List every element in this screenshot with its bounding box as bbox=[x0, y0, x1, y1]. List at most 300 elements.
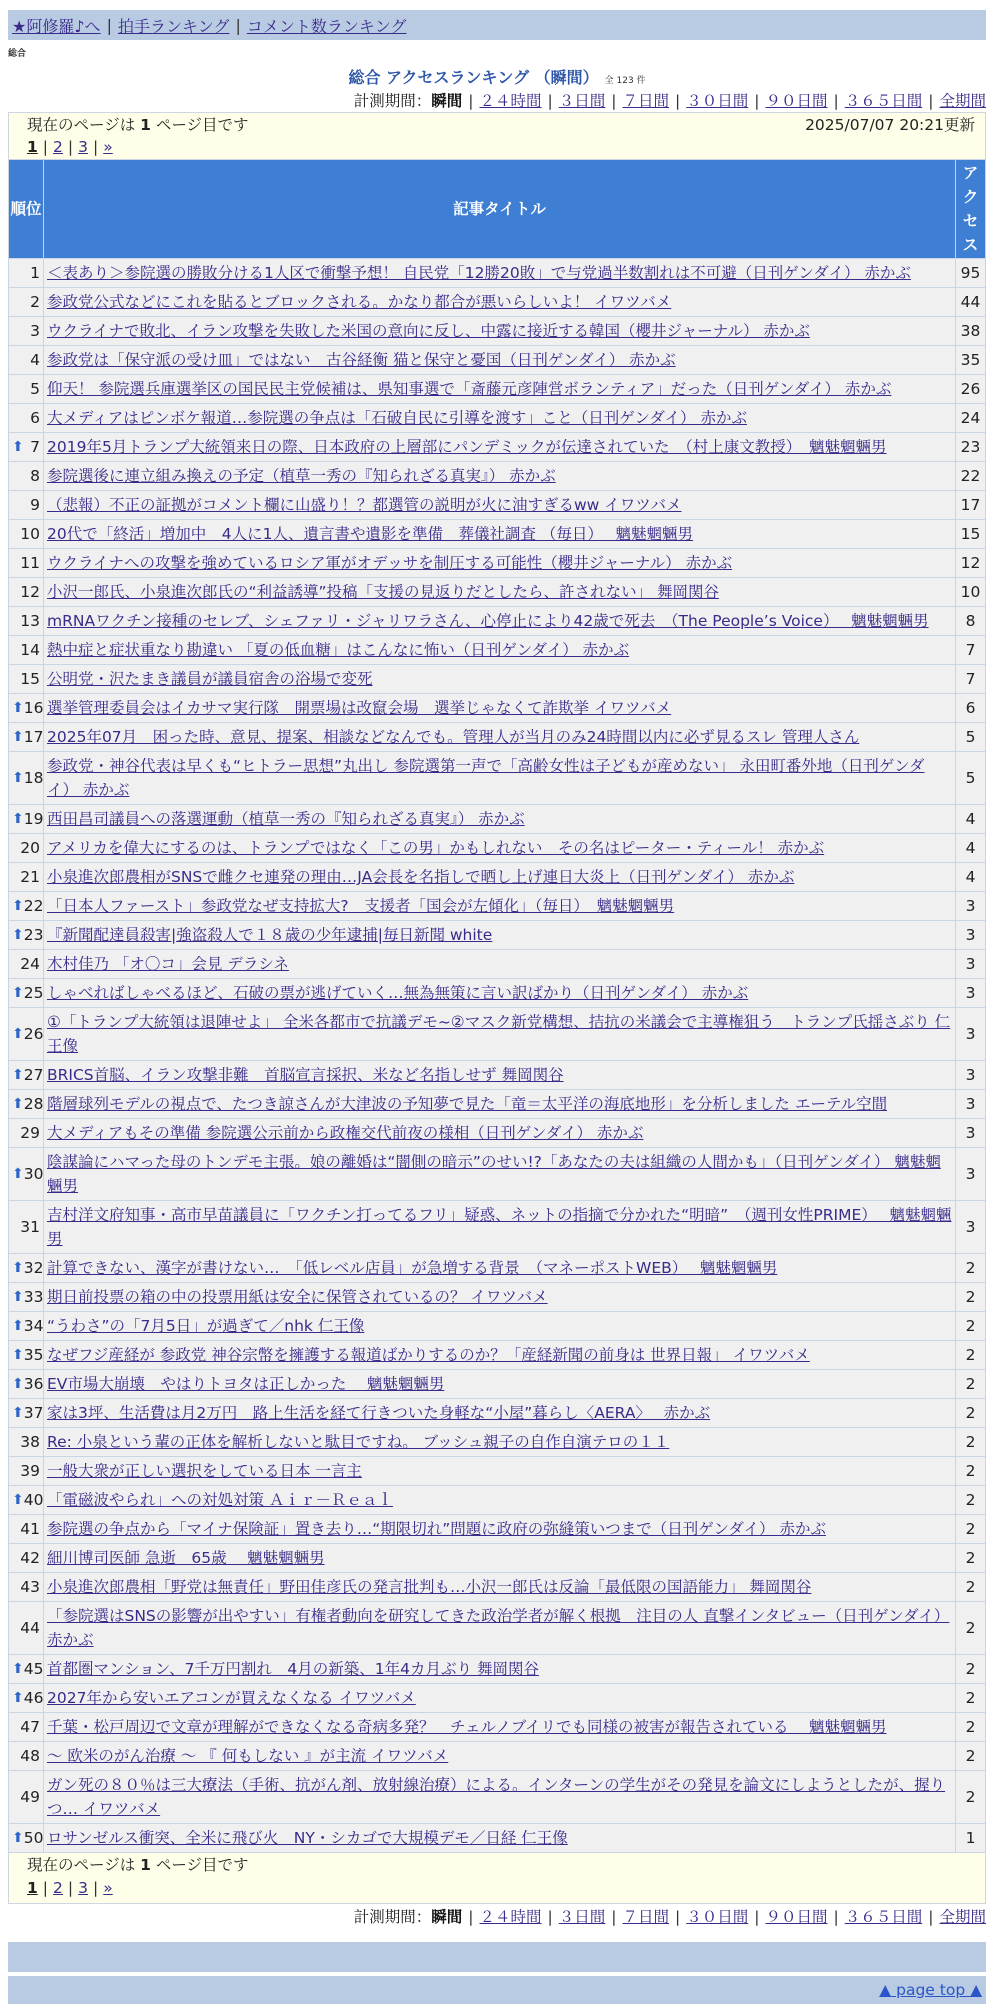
period-separator: | bbox=[547, 92, 553, 110]
breadcrumb: 総合 bbox=[8, 49, 27, 59]
rank-number: 22 bbox=[23, 897, 44, 915]
rank-number: 37 bbox=[23, 1404, 44, 1422]
rank-number: 13 bbox=[20, 612, 40, 630]
period-selector-bottom bbox=[8, 1906, 986, 1928]
rank-number: 43 bbox=[20, 1578, 40, 1596]
access-count: 4 bbox=[956, 834, 986, 863]
rank-number: 7 bbox=[30, 438, 40, 456]
title-cell bbox=[44, 1742, 956, 1771]
table-row bbox=[9, 346, 986, 375]
title-cell bbox=[44, 1486, 956, 1515]
rank-cell bbox=[9, 1008, 44, 1061]
period-link[interactable]: ３０日間 bbox=[686, 92, 749, 110]
total-count: 全 123 件 bbox=[604, 76, 646, 86]
rank-number: 38 bbox=[20, 1433, 40, 1451]
table-row bbox=[9, 1602, 986, 1655]
table-row bbox=[9, 834, 986, 863]
table-row bbox=[9, 1544, 986, 1573]
table-row bbox=[9, 1399, 986, 1428]
period-label: 計測期間： bbox=[353, 92, 432, 110]
rank-number: 40 bbox=[23, 1491, 44, 1509]
access-count: 2 bbox=[956, 1486, 986, 1515]
period-separator: | bbox=[928, 1908, 934, 1926]
table-row bbox=[9, 1370, 986, 1399]
access-count: 4 bbox=[956, 863, 986, 892]
rank-cell bbox=[9, 1655, 44, 1684]
access-count: 2 bbox=[956, 1312, 986, 1341]
rank-cell bbox=[9, 1486, 44, 1515]
rank-up-icon: ⬆ bbox=[12, 1096, 24, 1112]
access-count: 2 bbox=[956, 1655, 986, 1684]
article-link[interactable]: ～ 欧米のがん治療 ～ 『 何もしない 』が主流 イワツバメ bbox=[47, 1747, 449, 1765]
rank-cell bbox=[9, 1119, 44, 1148]
title-cell bbox=[44, 462, 956, 491]
rank-number: 39 bbox=[20, 1462, 40, 1480]
period-link[interactable]: 全期間 bbox=[939, 92, 986, 110]
article-link[interactable]: 西田昌司議員への落選運動（植草一秀の『知られざる真実』） 赤かぶ bbox=[47, 810, 525, 828]
access-count: 2 bbox=[956, 1370, 986, 1399]
article-link[interactable]: ＜表あり＞参院選の勝敗分ける1人区で衝撃予想！ 自民党「12勝20敗」で与党過半数割れは不可避（日刊ゲンダイ） 赤かぶ bbox=[47, 264, 911, 282]
title-cell bbox=[44, 1090, 956, 1119]
rank-cell bbox=[9, 578, 44, 607]
article-link[interactable]: ロサンゼルス衝突、全米に飛び火 NY・シカゴで大規模デモ／日経 仁王像 bbox=[47, 1829, 568, 1847]
title-cell bbox=[44, 1283, 956, 1312]
article-link[interactable]: 千葉・松戸周辺で文章が理解ができなくなる奇病多発？ チェルノブイリでも同様の被害が報告されている 魑魅魍魎男 bbox=[47, 1718, 887, 1736]
article-link[interactable]: 『新聞配達員殺害|強盗殺人で１８歳の少年逮捕|毎日新聞 white bbox=[47, 926, 493, 944]
access-count: 15 bbox=[956, 520, 986, 549]
page-current: 1 bbox=[27, 1879, 38, 1897]
rank-up-icon: ⬆ bbox=[12, 1830, 24, 1846]
table-row bbox=[9, 288, 986, 317]
page-next-link[interactable]: » bbox=[103, 1879, 113, 1897]
article-link[interactable]: 小泉進次郎農相がSNSで雌クセ連発の理由…JA会長を名指しで晒し上げ連日大炎上（日刊ゲンダイ） 赤かぶ bbox=[47, 868, 795, 886]
period-current: 瞬間 bbox=[431, 92, 463, 110]
pagination-top bbox=[27, 137, 975, 159]
rank-number: 17 bbox=[23, 728, 44, 746]
article-link[interactable]: Re: 小泉という輩の正体を解析しないと駄目ですね。 ブッシュ親子の自作自演テロの１１ bbox=[47, 1433, 670, 1451]
title-cell bbox=[44, 491, 956, 520]
rank-cell bbox=[9, 1713, 44, 1742]
rank-up-icon: ⬆ bbox=[12, 927, 24, 943]
article-link[interactable]: 吉村洋文府知事・高市早苗議員に「ワクチン打ってるフリ」疑惑、ネットの指摘で分かれた“明暗” （週刊女性PRIME） 魑魅魍魎男 bbox=[47, 1206, 952, 1248]
access-count: 4 bbox=[956, 805, 986, 834]
article-link[interactable]: 参政党公式などにこれを貼るとブロックされる。かなり都合が悪いらしいよ！ イワツバメ bbox=[47, 293, 672, 311]
article-link[interactable]: 「電磁波やられ」への対処対策 Ａｉｒ－Ｒｅａｌ bbox=[47, 1491, 393, 1509]
rank-cell bbox=[9, 491, 44, 520]
rank-number: 46 bbox=[23, 1689, 44, 1707]
table-row bbox=[9, 752, 986, 805]
rank-cell bbox=[9, 979, 44, 1008]
rank-cell bbox=[9, 1061, 44, 1090]
title-cell bbox=[44, 1312, 956, 1341]
article-link[interactable]: 参政党・神谷代表は早くも“ヒトラー思想”丸出し 参院選第一声で「高齢女性は子どもが産めない」 永田町番外地（日刊ゲンダイ） 赤かぶ bbox=[47, 757, 925, 799]
period-separator: | bbox=[754, 1908, 760, 1926]
access-count: 10 bbox=[956, 578, 986, 607]
page-top-bar bbox=[8, 1976, 986, 2004]
table-row bbox=[9, 1008, 986, 1061]
access-count: 2 bbox=[956, 1283, 986, 1312]
page-link[interactable]: 2 bbox=[53, 1879, 63, 1897]
rank-cell bbox=[9, 921, 44, 950]
access-count: 3 bbox=[956, 1148, 986, 1201]
rank-number: 30 bbox=[23, 1165, 44, 1183]
rank-cell bbox=[9, 549, 44, 578]
rank-number: 26 bbox=[23, 1025, 44, 1043]
table-row bbox=[9, 520, 986, 549]
rank-up-icon: ⬆ bbox=[12, 1026, 24, 1042]
nav-separator: | bbox=[235, 15, 241, 35]
title-cell bbox=[44, 578, 956, 607]
access-count: 2 bbox=[956, 1457, 986, 1486]
access-count: 2 bbox=[956, 1684, 986, 1713]
period-label: 計測期間： bbox=[353, 1908, 432, 1926]
rank-cell bbox=[9, 462, 44, 491]
current-page-text: 現在のページは 1 ページ目です bbox=[27, 116, 249, 134]
period-separator: | bbox=[468, 92, 474, 110]
rank-cell bbox=[9, 752, 44, 805]
page-link[interactable]: 3 bbox=[78, 138, 89, 156]
table-row bbox=[9, 1283, 986, 1312]
article-link[interactable]: ①「トランプ大統領は退陣せよ」 全米各都市で抗議デモ~②マスク新党構想、拮抗の米議会で主導権狙う トランプ氏揺さぶり 仁王像 bbox=[47, 1013, 951, 1055]
rank-cell bbox=[9, 805, 44, 834]
access-count: 3 bbox=[956, 979, 986, 1008]
rank-cell bbox=[9, 1312, 44, 1341]
nav-separator: | bbox=[106, 15, 112, 35]
article-link[interactable]: 首都圏マンション、7千万円割れ 4月の新築、1年4カ月ぶり 舞岡関谷 bbox=[47, 1660, 539, 1678]
rank-number: 35 bbox=[23, 1346, 44, 1364]
rank-cell bbox=[9, 1457, 44, 1486]
access-count: 7 bbox=[956, 636, 986, 665]
access-count: 3 bbox=[956, 1008, 986, 1061]
article-link[interactable]: 細川博司医師 急逝 65歳 魑魅魍魎男 bbox=[47, 1549, 325, 1567]
title-cell bbox=[44, 694, 956, 723]
access-count: 23 bbox=[956, 433, 986, 462]
col-count: アクセス bbox=[956, 160, 986, 259]
access-count: 35 bbox=[956, 346, 986, 375]
ranking-table bbox=[8, 159, 986, 1853]
link-comment-ranking[interactable]: コメント数ランキング bbox=[246, 16, 407, 36]
access-count: 22 bbox=[956, 462, 986, 491]
table-row bbox=[9, 1312, 986, 1341]
article-link[interactable]: 2027年から安いエアコンが買えなくなる イワツバメ bbox=[47, 1689, 416, 1707]
period-separator: | bbox=[675, 1908, 681, 1926]
access-count: 3 bbox=[956, 1061, 986, 1090]
rank-cell bbox=[9, 1573, 44, 1602]
current-page-text-bottom: 現在のページは 1 ページ目です bbox=[27, 1856, 249, 1874]
rank-number: 3 bbox=[30, 322, 40, 340]
article-link[interactable]: 「参院選はSNSの影響が出やすい」有権者動向を研究してきた政治学者が解く根拠 注目の人 直撃インタビュー（日刊ゲンダイ） 赤かぶ bbox=[47, 1607, 950, 1649]
period-link[interactable]: ３６５日間 bbox=[844, 92, 923, 110]
title-cell bbox=[44, 752, 956, 805]
article-link[interactable]: 小泉進次郎農相「野党は無責任」野田佳彦氏の発言批判も…小沢一郎氏は反論「最低限の国語能力」 舞岡関谷 bbox=[47, 1578, 812, 1596]
rank-cell bbox=[9, 1370, 44, 1399]
table-row bbox=[9, 259, 986, 288]
page-info-top bbox=[8, 112, 986, 159]
rank-up-icon: ⬆ bbox=[12, 1690, 24, 1706]
article-link[interactable]: なぜフジ産経が 参政党 神谷宗幣を擁護する報道ばかりするのか？「産経新聞の前身は 世界日報」 イワツバメ bbox=[47, 1346, 810, 1364]
access-count: 7 bbox=[956, 665, 986, 694]
period-link[interactable]: ３日間 bbox=[558, 1908, 606, 1926]
page-top-link[interactable]: ▲ page top ▲ bbox=[879, 1981, 982, 1999]
period-separator: | bbox=[833, 1908, 839, 1926]
title-cell bbox=[44, 1771, 956, 1824]
rank-number: 16 bbox=[23, 699, 44, 717]
title-cell bbox=[44, 288, 956, 317]
period-link[interactable]: ３６５日間 bbox=[844, 1908, 923, 1926]
article-link[interactable]: 大メディアもその準備 参院選公示前から政権交代前夜の様相（日刊ゲンダイ） 赤かぶ bbox=[47, 1124, 644, 1142]
title-cell bbox=[44, 346, 956, 375]
rank-up-icon: ⬆ bbox=[12, 1376, 24, 1392]
article-link[interactable]: （悲報）不正の証拠がコメント欄に山盛り！？都選管の説明が火に油すぎるww イワツバメ bbox=[47, 496, 682, 514]
table-row bbox=[9, 694, 986, 723]
period-link[interactable]: ７日間 bbox=[622, 92, 669, 110]
article-link[interactable]: 「日本人ファースト」参政党なぜ支持拡大? 支援者「国会が左傾化」（毎日） 魑魅魍魎男 bbox=[47, 897, 675, 915]
article-link[interactable]: 公明党・沢たまき議員が議員宿舎の浴場で変死 bbox=[47, 670, 373, 688]
rank-up-icon: ⬆ bbox=[12, 811, 24, 827]
rank-number: 42 bbox=[20, 1549, 40, 1567]
period-separator: | bbox=[833, 92, 839, 110]
rank-up-icon: ⬆ bbox=[12, 1067, 24, 1083]
access-count: 2 bbox=[956, 1399, 986, 1428]
table-row bbox=[9, 1713, 986, 1742]
period-link[interactable]: ７日間 bbox=[622, 1908, 669, 1926]
rank-number: 20 bbox=[20, 839, 40, 857]
rank-cell bbox=[9, 1283, 44, 1312]
access-count: 2 bbox=[956, 1428, 986, 1457]
page-link[interactable]: 3 bbox=[78, 1879, 89, 1897]
article-link[interactable]: ウクライナへの攻撃を強めているロシア軍がオデッサを制圧する可能性（櫻井ジャーナル） 赤かぶ bbox=[47, 554, 733, 572]
period-link[interactable]: 全期間 bbox=[939, 1908, 986, 1926]
table-row bbox=[9, 1148, 986, 1201]
col-rank: 順位 bbox=[9, 160, 44, 259]
article-link[interactable]: 大メディアはピンボケ報道…参院選の争点は「石破自民に引導を渡す」こと（日刊ゲンダイ） 赤かぶ bbox=[47, 409, 747, 427]
table-row bbox=[9, 1771, 986, 1824]
rank-cell bbox=[9, 259, 44, 288]
article-link[interactable]: BRICS首脳、イラン攻撃非難 首脳宣言採択、米など名指しせず 舞岡関谷 bbox=[47, 1066, 564, 1084]
rank-cell bbox=[9, 1602, 44, 1655]
page-title bbox=[0, 65, 994, 88]
table-row bbox=[9, 979, 986, 1008]
rank-cell bbox=[9, 346, 44, 375]
rank-cell bbox=[9, 1201, 44, 1254]
article-link[interactable]: 参院選後に連立組み換えの予定（植草一秀の『知られざる真実』） 赤かぶ bbox=[47, 467, 556, 485]
title-cell bbox=[44, 1008, 956, 1061]
rank-number: 41 bbox=[20, 1520, 40, 1538]
rank-number: 28 bbox=[23, 1095, 44, 1113]
rank-up-icon: ⬆ bbox=[12, 729, 24, 745]
rank-up-icon: ⬆ bbox=[12, 1347, 24, 1363]
rank-cell bbox=[9, 723, 44, 752]
rank-cell bbox=[9, 1771, 44, 1824]
table-row bbox=[9, 549, 986, 578]
article-link[interactable]: “うわさ”の「7月5日」が過ぎて／nhk 仁王像 bbox=[47, 1317, 365, 1335]
article-link[interactable]: ガン死の８０％は三大療法（手術、抗がん剤、放射線治療）による。インターンの学生がその発見を論文にしようとしたが、握りつ… イワツバメ bbox=[47, 1776, 946, 1818]
rank-number: 18 bbox=[23, 769, 44, 787]
rank-number: 31 bbox=[20, 1218, 40, 1236]
access-count: 1 bbox=[956, 1824, 986, 1853]
table-row bbox=[9, 1090, 986, 1119]
table-row bbox=[9, 491, 986, 520]
link-ashura-home[interactable]: ★阿修羅♪へ bbox=[12, 16, 101, 36]
access-count: 2 bbox=[956, 1771, 986, 1824]
rank-up-icon: ⬆ bbox=[12, 770, 24, 786]
article-link[interactable]: 選挙管理委員会はイカサマ実行隊 開票場は改竄会場 選挙じゃなくて詐欺挙 イワツバメ bbox=[47, 699, 672, 717]
rank-cell bbox=[9, 1684, 44, 1713]
table-row bbox=[9, 462, 986, 491]
rank-number: 29 bbox=[20, 1124, 40, 1142]
title-cell bbox=[44, 259, 956, 288]
access-count: 17 bbox=[956, 491, 986, 520]
access-count: 24 bbox=[956, 404, 986, 433]
rank-cell bbox=[9, 1254, 44, 1283]
article-link[interactable]: 計算できない、漢字が書けない… 「低レベル店員」が急増する背景 （マネーポストWEB） 魑魅魍魎男 bbox=[47, 1259, 778, 1277]
table-row bbox=[9, 1428, 986, 1457]
period-link[interactable]: ３０日間 bbox=[686, 1908, 749, 1926]
rank-cell bbox=[9, 607, 44, 636]
title-cell bbox=[44, 834, 956, 863]
period-link[interactable]: ９０日間 bbox=[765, 92, 828, 110]
col-title: 記事タイトル bbox=[44, 160, 956, 259]
title-cell bbox=[44, 1573, 956, 1602]
article-link[interactable]: しゃべればしゃべるほど、石破の票が逃げていく…無為無策に言い訳ばかり（日刊ゲンダイ） 赤かぶ bbox=[47, 984, 749, 1002]
rank-up-icon: ⬆ bbox=[12, 1166, 24, 1182]
access-count: 3 bbox=[956, 950, 986, 979]
title-cell bbox=[44, 723, 956, 752]
rank-number: 50 bbox=[23, 1829, 44, 1847]
rank-number: 25 bbox=[23, 984, 44, 1002]
page-separator: | bbox=[93, 138, 99, 156]
period-separator: | bbox=[928, 92, 934, 110]
rank-cell bbox=[9, 694, 44, 723]
access-count: 5 bbox=[956, 723, 986, 752]
title-cell bbox=[44, 1824, 956, 1853]
rank-number: 5 bbox=[30, 380, 40, 398]
table-row bbox=[9, 1742, 986, 1771]
rank-cell bbox=[9, 375, 44, 404]
rank-number: 32 bbox=[23, 1259, 44, 1277]
table-row bbox=[9, 1486, 986, 1515]
title-cell bbox=[44, 1457, 956, 1486]
title-cell bbox=[44, 1713, 956, 1742]
access-count: 2 bbox=[956, 1602, 986, 1655]
article-link[interactable]: 一般大衆が正しい選択をしている日本 一言主 bbox=[47, 1462, 362, 1480]
title-cell bbox=[44, 607, 956, 636]
table-row bbox=[9, 1573, 986, 1602]
article-link[interactable]: 仰天！ 参院選兵庫選挙区の国民民主党候補は、県知事選で「斎藤元彦陣営ボランティア」だった（日刊ゲンダイ） 赤かぶ bbox=[47, 380, 892, 398]
rank-cell bbox=[9, 1399, 44, 1428]
rank-cell bbox=[9, 1090, 44, 1119]
table-row bbox=[9, 1824, 986, 1853]
table-row bbox=[9, 317, 986, 346]
updated-timestamp: 2025/07/07 20:21更新 bbox=[805, 116, 975, 134]
period-separator: | bbox=[468, 1908, 474, 1926]
rank-number: 24 bbox=[20, 955, 40, 973]
footer-bar bbox=[8, 1942, 986, 1972]
article-link[interactable]: 小沢一郎氏、小泉進次郎氏の“利益誘導”投稿「支援の見返りだとしたら、許されない」 舞岡関谷 bbox=[47, 583, 719, 601]
rank-number: 12 bbox=[20, 583, 40, 601]
title-cell bbox=[44, 1544, 956, 1573]
rank-cell bbox=[9, 1148, 44, 1201]
period-link[interactable]: ２４時間 bbox=[479, 92, 542, 110]
title-cell bbox=[44, 636, 956, 665]
article-link[interactable]: アメリカを偉大にするのは、トランプではなく「この男」かもしれない その名はピーター・ティール！ 赤かぶ bbox=[47, 839, 825, 857]
rank-cell bbox=[9, 1824, 44, 1853]
article-link[interactable]: 参政党は「保守派の受け皿」ではない 古谷経衡 猫と保守と憂国（日刊ゲンダイ） 赤かぶ bbox=[47, 351, 676, 369]
rank-cell bbox=[9, 404, 44, 433]
access-count: 5 bbox=[956, 752, 986, 805]
rank-up-icon: ⬆ bbox=[12, 1289, 24, 1305]
access-count: 8 bbox=[956, 607, 986, 636]
rank-number: 6 bbox=[30, 409, 40, 427]
article-link[interactable]: 期日前投票の箱の中の投票用紙は安全に保管されているの？ イワツバメ bbox=[47, 1288, 548, 1306]
page-link[interactable]: 2 bbox=[53, 138, 63, 156]
table-row bbox=[9, 1515, 986, 1544]
page-separator: | bbox=[67, 1879, 74, 1897]
article-link[interactable]: 家は3坪、生活費は月2万円 路上生活を経て行きついた身軽な“小屋”暮らし〈AERA〉 赤かぶ bbox=[47, 1404, 711, 1422]
table-row bbox=[9, 805, 986, 834]
rank-number: 19 bbox=[23, 810, 44, 828]
table-row bbox=[9, 636, 986, 665]
article-link[interactable]: 木村佳乃 「オ〇コ」会見 デラシネ bbox=[47, 955, 289, 973]
title-cell bbox=[44, 433, 956, 462]
rank-number: 45 bbox=[23, 1660, 44, 1678]
article-link[interactable]: 2025年07月 困った時、意見、提案、相談などなんでも。管理人が当月のみ24時間以内に必ず見るスレ 管理人さん bbox=[47, 728, 860, 746]
title-cell bbox=[44, 1370, 956, 1399]
article-link[interactable]: 陰謀論にハマった母のトンデモ主張。娘の離婚は“闇側の暗示”のせい!?「あなたの夫は組織の人間かも」（日刊ゲンダイ） 魑魅魍魎男 bbox=[47, 1153, 941, 1195]
rank-number: 23 bbox=[23, 926, 44, 944]
rank-number: 1 bbox=[30, 264, 40, 282]
link-applause-ranking[interactable]: 拍手ランキング bbox=[117, 16, 230, 36]
article-link[interactable]: 階層球列モデルの視点で、たつき諒さんが大津波の予知夢で見た「竜＝太平洋の海底地形」を分析しました エーテル空間 bbox=[47, 1095, 888, 1113]
rank-number: 36 bbox=[23, 1375, 44, 1393]
period-link[interactable]: ３日間 bbox=[558, 92, 606, 110]
rank-cell bbox=[9, 834, 44, 863]
access-count: 2 bbox=[956, 1254, 986, 1283]
rank-up-icon: ⬆ bbox=[12, 1661, 24, 1677]
rank-number: 48 bbox=[20, 1747, 40, 1765]
title-cell bbox=[44, 1201, 956, 1254]
access-count: 38 bbox=[956, 317, 986, 346]
article-link[interactable]: mRNAワクチン接種のセレブ、シェファリ・ジャリワラさん、心停止により42歳で死去 （The People’s Voice） 魑魅魍魎男 bbox=[47, 612, 929, 630]
article-link[interactable]: ウクライナで敗北、イラン攻撃を失敗した米国の意向に反し、中露に接近する韓国（櫻井ジャーナル） 赤かぶ bbox=[47, 322, 810, 340]
rank-cell bbox=[9, 950, 44, 979]
table-row bbox=[9, 1061, 986, 1090]
table-row bbox=[9, 950, 986, 979]
rank-cell bbox=[9, 1544, 44, 1573]
rank-number: 15 bbox=[20, 670, 40, 688]
rank-number: 10 bbox=[20, 525, 40, 543]
rank-number: 8 bbox=[30, 467, 40, 485]
access-count: 2 bbox=[956, 1573, 986, 1602]
rank-up-icon: ⬆ bbox=[12, 1318, 24, 1334]
rank-cell bbox=[9, 665, 44, 694]
rank-cell bbox=[9, 1428, 44, 1457]
title-cell bbox=[44, 549, 956, 578]
table-row bbox=[9, 723, 986, 752]
period-link[interactable]: ９０日間 bbox=[765, 1908, 828, 1926]
period-link[interactable]: ２４時間 bbox=[479, 1908, 542, 1926]
article-link[interactable]: 熱中症と症状重なり勘違い 「夏の低血糖」はこんなに怖い（日刊ゲンダイ） 赤かぶ bbox=[47, 641, 630, 659]
article-link[interactable]: 2019年5月トランプ大統領来日の際、日本政府の上層部にパンデミックが伝達されていた （村上康文教授） 魑魅魍魎男 bbox=[47, 438, 887, 456]
access-count: 2 bbox=[956, 1544, 986, 1573]
article-link[interactable]: 参院選の争点から「マイナ保険証」置き去り…“期限切れ”問題に政府の弥縫策いつまで（日刊ゲンダイ） 赤かぶ bbox=[47, 1520, 826, 1538]
title-cell bbox=[44, 863, 956, 892]
page-title-text: 総合 アクセスランキング （瞬間） bbox=[348, 68, 599, 87]
article-link[interactable]: EV市場大崩壊 やはりトヨタは正しかった 魑魅魍魎男 bbox=[47, 1375, 445, 1393]
table-row bbox=[9, 1201, 986, 1254]
page-next-link[interactable]: » bbox=[103, 138, 113, 156]
article-link[interactable]: 20代で「終活」増加中 4人に1人、遺言書や遺影を準備 葬儀社調査 （毎日） 魑魅魍魎男 bbox=[47, 525, 694, 543]
